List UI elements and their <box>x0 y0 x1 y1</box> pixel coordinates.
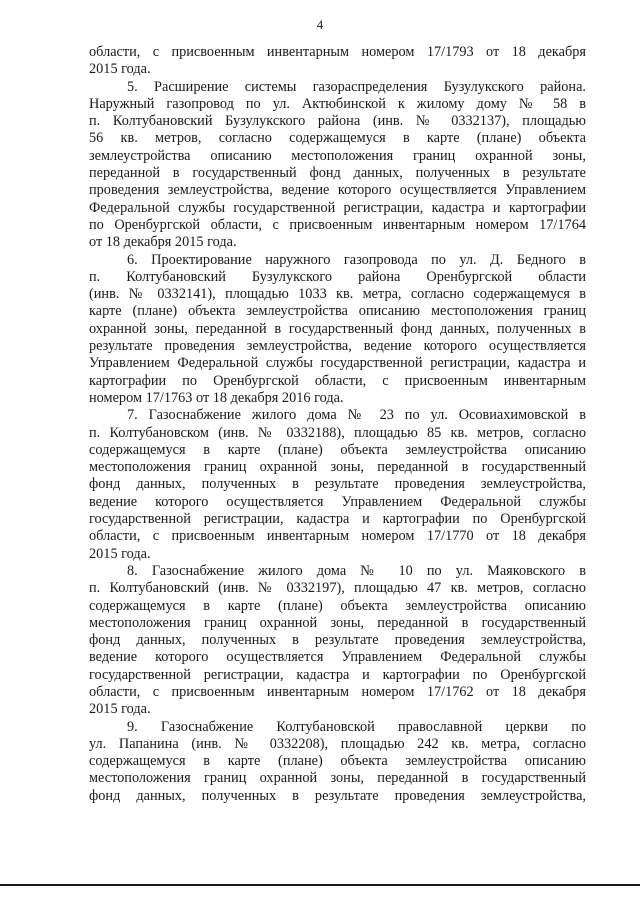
text-line: п. Колтубановский (инв. № 0332197), площадью 47 кв. метров, согласно <box>89 580 586 597</box>
text-line: местоположения границ охранной зоны, переданной в государственный <box>89 770 586 787</box>
text-line: Управлением Федеральной службы государственной регистрации, кадастра и <box>89 355 586 372</box>
text-line: проведения землеустройства, ведение которого осуществляется Управлением <box>89 182 586 199</box>
text-line: государственной регистрации, кадастра и картографии по Оренбургской <box>89 511 586 528</box>
text-line: п. Колтубановский Бузулукского района Оренбургской области <box>89 268 586 285</box>
paragraph-6 <box>89 719 586 805</box>
text-line: карте (плане) объекта землеустройства описанию местоположения границ <box>89 303 586 320</box>
text-line: результате проведения землеустройства, ведение которого осуществляется <box>89 338 586 355</box>
text-line: 2015 года. <box>89 701 151 718</box>
text-line: содержащемуся в карте (плане) объекта землеустройства описанию <box>89 753 586 770</box>
text-line: местоположения границ охранной зоны, переданной в государственный <box>89 614 586 631</box>
text-line: от 18 декабря 2015 года. <box>89 234 237 251</box>
text-line: 7. Газоснабжение жилого дома № 23 по ул. Осовиахимовской в <box>127 407 586 424</box>
text-line: 56 кв. метров, согласно содержащемуся в карте (плане) объекта <box>89 130 586 147</box>
text-line: Федеральной службы государственной регистрации, кадастра и картографии <box>89 199 586 216</box>
text-line: области, с присвоенным инвентарным номером 17/1770 от 18 декабря <box>89 528 586 545</box>
paragraph-2 <box>89 79 586 252</box>
text-line: ведение которого осуществляется Управлением Федеральной службы <box>89 493 586 510</box>
text-line: содержащемуся в карте (плане) объекта землеустройства описанию <box>89 597 586 614</box>
paragraph-5 <box>89 563 586 719</box>
text-line: землеустройства описанию местоположения границ охранной зоны, <box>89 147 586 164</box>
page-bottom-rule <box>0 884 640 886</box>
page-number: 4 <box>316 17 324 32</box>
text-line: государственной регистрации, кадастра и картографии по Оренбургской <box>89 666 586 683</box>
text-line: по Оренбургской области, с присвоенным инвентарным номером 17/1764 <box>89 216 586 233</box>
text-line: области, с присвоенным инвентарным номером 17/1793 от 18 декабря <box>89 44 586 60</box>
text-line: номером 17/1763 от 18 декабря 2016 года. <box>89 389 344 406</box>
document-body <box>89 44 586 805</box>
paragraph-1 <box>89 44 586 79</box>
text-line: (инв. № 0332141), площадью 1033 кв. метра, согласно содержащемуся в <box>89 286 586 303</box>
text-line: 5. Расширение системы газораспределения Бузулукского района. <box>127 78 586 95</box>
text-line: ул. Папанина (инв. № 0332208), площадью 242 кв. метра, согласно <box>89 735 586 752</box>
paragraph-4 <box>89 407 586 563</box>
text-line: фонд данных, полученных в результате проведения землеустройства, <box>89 632 586 649</box>
text-line: ведение которого осуществляется Управлением Федеральной службы <box>89 649 586 666</box>
paragraph-3 <box>89 252 586 408</box>
text-line: п. Колтубановском (инв. № 0332188), площадью 85 кв. метров, согласно <box>89 424 586 441</box>
text-line: местоположения границ охранной зоны, переданной в государственный <box>89 459 586 476</box>
text-line: фонд данных, полученных в результате проведения землеустройства, <box>89 476 586 493</box>
text-line: содержащемуся в карте (плане) объекта землеустройства описанию <box>89 441 586 458</box>
text-line: 9. Газоснабжение Колтубановской православной церкви по <box>127 718 586 735</box>
text-line: области, с присвоенным инвентарным номером 17/1762 от 18 декабря <box>89 683 586 700</box>
text-line: 2015 года. <box>89 61 151 78</box>
text-line: п. Колтубановский Бузулукского района (инв. № 0332137), площадью <box>89 113 586 130</box>
text-line: переданной в государственный фонд данных, полученных в результате <box>89 165 586 182</box>
text-line: 8. Газоснабжение жилого дома № 10 по ул. Маяковского в <box>127 562 586 579</box>
text-line: Наружный газопровод по ул. Актюбинской к жилому дому № 58 в <box>89 95 586 112</box>
text-line: картографии по Оренбургской области, с присвоенным инвентарным <box>89 372 586 389</box>
text-line: 2015 года. <box>89 545 151 562</box>
text-line: фонд данных, полученных в результате проведения землеустройства, <box>89 787 586 804</box>
text-line: 6. Проектирование наружного газопровода по ул. Д. Бедного в <box>127 251 586 268</box>
text-line: охранной зоны, переданной в государственный фонд данных, полученных в <box>89 320 586 337</box>
